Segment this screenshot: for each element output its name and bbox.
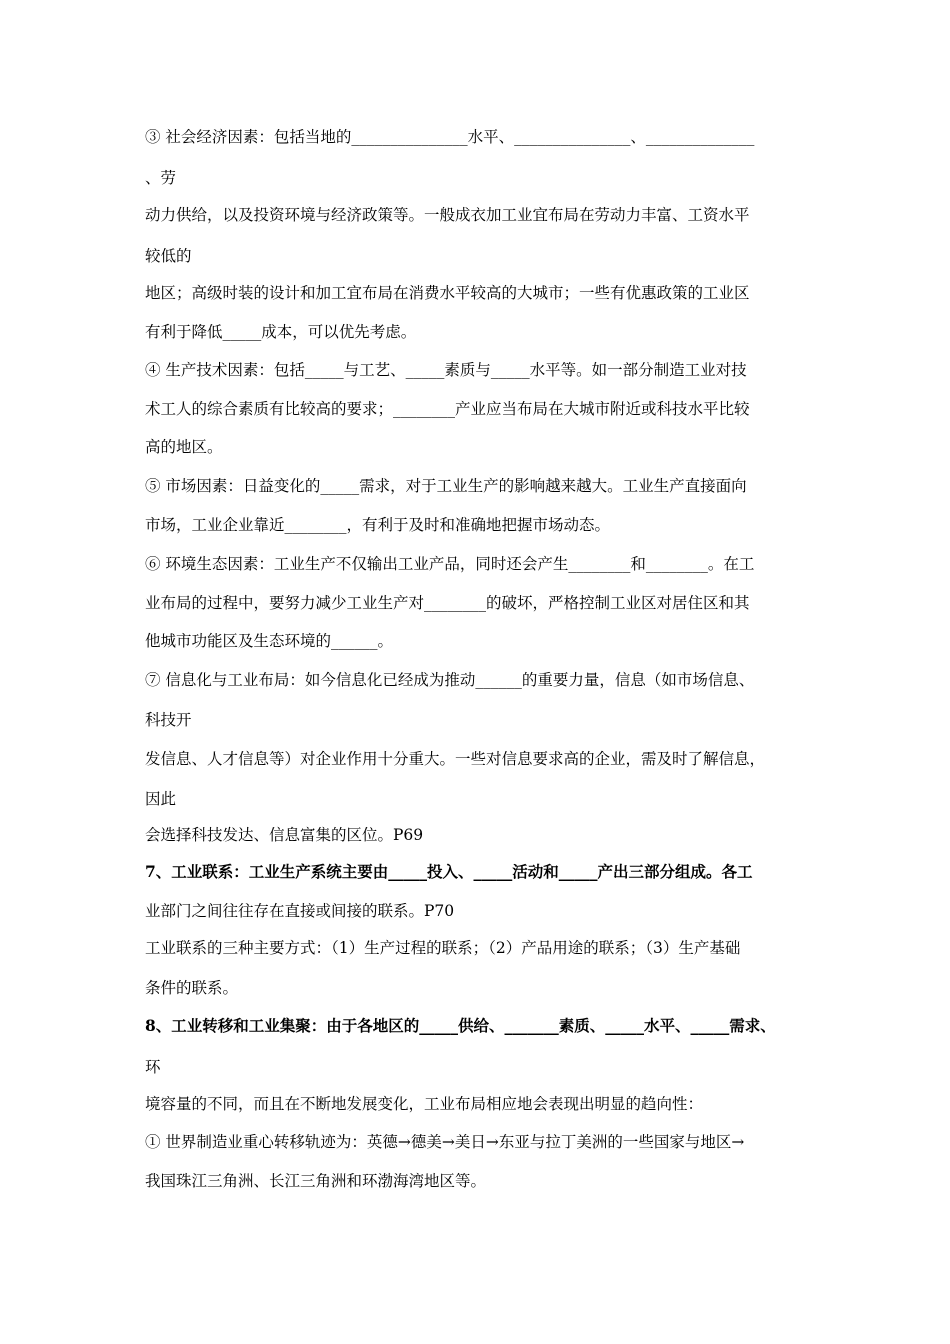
text-line: 有利于降低_____成本，可以优先考虑。 <box>145 323 417 341</box>
text-line: 他城市功能区及生态环境的______。 <box>145 632 394 650</box>
text-line: ① 世界制造业重心转移轨迹为：英德→德美→美日→东亚与拉丁美洲的一些国家与地区→ <box>145 1133 745 1151</box>
text-line: 科技开 <box>145 711 192 729</box>
text-line: 条件的联系。 <box>145 979 239 997</box>
text-line: 环 <box>145 1058 161 1076</box>
text-line: 境容量的不同，而且在不断地发展变化，工业布局相应地会表现出明显的趋向性： <box>145 1095 704 1113</box>
text-line: 市场，工业企业靠近________，有利于及时和准确地把握市场动态。 <box>145 516 611 534</box>
text-line: 、劳 <box>145 169 177 187</box>
text-line: ⑥ 环境生态因素：工业生产不仅输出工业产品，同时还会产生________和________。在工 <box>145 555 755 573</box>
text-line: 高的地区。 <box>145 438 223 456</box>
text-line: 业布局的过程中，要努力减少工业生产对________的破坏，严格控制工业区对居住区和其 <box>145 594 750 612</box>
text-line: ④ 生产技术因素：包括_____与工艺、_____素质与_____水平等。如一部分制造工业对技 <box>145 361 747 379</box>
text-line: ⑤ 市场因素：日益变化的_____需求，对于工业生产的影响越来越大。工业生产直接面向 <box>145 477 747 495</box>
text-line: ⑦ 信息化与工业布局：如今信息化已经成为推动______的重要力量，信息（如市场信息、 <box>145 671 755 689</box>
text-line: ③ 社会经济因素：包括当地的_______________水平、_______________、______________ <box>145 128 755 146</box>
text-line: 我国珠江三角洲、长江三角洲和环渤海湾地区等。 <box>145 1172 487 1190</box>
text-line: 较低的 <box>145 247 192 265</box>
text-line: 因此 <box>145 790 177 808</box>
text-line: 工业联系的三种主要方式：（1）生产过程的联系；（2）产品用途的联系；（3）生产基础 <box>145 939 741 957</box>
text-line: 动力供给，以及投资环境与经济政策等。一般成衣加工业宜布局在劳动力丰富、工资水平 <box>145 206 750 224</box>
section-heading-7: 7、工业联系：工业生产系统主要由_____投入、_____活动和_____产出三部分组成。各工 <box>145 862 753 881</box>
section-heading-8: 8、工业转移和工业集聚：由于各地区的_____供给、_______素质、_____水平、_____需求、 <box>145 1016 776 1035</box>
text-line: 地区；高级时装的设计和加工宜布局在消费水平较高的大城市；一些有优惠政策的工业区 <box>145 284 750 302</box>
text-line: 业部门之间往往存在直接或间接的联系。P70 <box>145 902 455 920</box>
text-line: 会选择科技发达、信息富集的区位。P69 <box>145 826 424 844</box>
text-line: 术工人的综合素质有比较高的要求；________产业应当布局在大城市附近或科技水平比较 <box>145 400 750 418</box>
text-line: 发信息、人才信息等）对企业作用十分重大。一些对信息要求高的企业，需及时了解信息， <box>145 750 766 768</box>
